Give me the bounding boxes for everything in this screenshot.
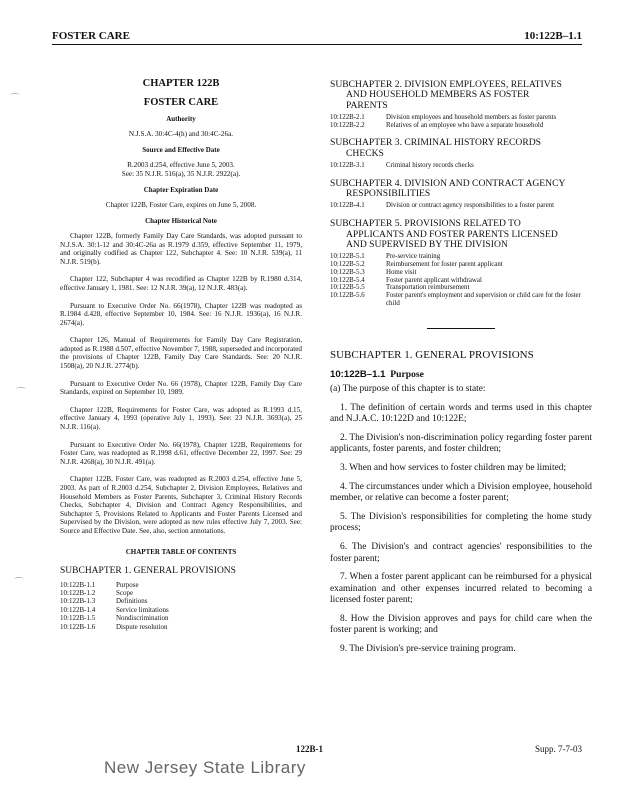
history-paragraph: Chapter 122, Subchapter 4 was recodified as Chapter 122B by R.1980 d.314, effective January 1, 1981. See: 12 N.J.R. 39(a), 12 N.J.R. 483(a). [60,275,302,292]
section-number: 10:122B–1.1 [330,368,386,380]
toc-number: 10:122B-1.6 [60,622,96,631]
history-heading: Chapter Historical Note [145,217,217,226]
purpose-item: 6. The Division's and contract agencies' responsibilities to the foster parent; [330,542,592,564]
toc-heading: CHAPTER TABLE OF CONTENTS [125,547,237,556]
toc-entry[interactable] [330,261,592,269]
history-paragraph: Pursuant to Executive Order No. 66(1978), Chapter 122B was readopted as R.1984 d.428, effective September 10, 1984. See: 16 N.J.R. 1936(a), 16 N.J.R. 2674(a). [60,301,302,327]
authority-text: N.J.S.A. 30:4C-4(h) and 30:4C-26a. [128,129,234,138]
toc-title: Purpose [116,580,139,589]
purpose-item: 2. The Division's non-discrimination policy regarding foster parent applicants, foster parents, and foster children; [330,432,592,455]
toc-title: Reimbursement for foster parent applicant [386,260,503,268]
chapter-title: FOSTER CARE [143,96,219,108]
toc-title: Foster parent applicant withdrawal [386,276,482,284]
toc-title: Division employees and household members as foster parents [386,113,557,121]
purpose-item: 7. When a foster parent applicant can be reimbursed for a physical examination and other expenses incurred related to becoming a licensed foster parent; [330,572,592,606]
purpose-item: 3. When and how services to foster children may be limited; [340,462,567,473]
toc-number: 10:122B-5.3 [330,268,365,276]
toc-number: 10:122B-5.2 [330,260,365,268]
toc-number: 10:122B-1.1 [60,580,96,589]
scan-mark: ⌒ [16,388,26,399]
toc-entry[interactable] [330,202,592,210]
toc-subchapter-2 [330,80,592,129]
toc-entry[interactable] [330,269,592,277]
toc-entry[interactable] [60,606,302,614]
toc-entry[interactable] [60,597,302,605]
toc-entry[interactable] [330,114,592,122]
toc-entry[interactable] [330,292,592,308]
subchapter-heading: SUBCHAPTER 2. DIVISION EMPLOYEES, RELATIVES AND HOUSEHOLD MEMBERS AS FOSTER PARENTS [330,79,562,111]
section-title: Purpose [390,368,424,380]
toc-number: 10:122B-5.1 [330,253,365,261]
toc-number: 10:122B-2.1 [330,113,365,121]
history-paragraph: Chapter 122B, Foster Care, was readopted as R.2003 d.254, effective June 5, 2003. As part of R.2003 d.254, Subchapter 2, Division Employees, Relatives and Household Members as Foster Parents, Subchapter 3, Criminal History Records Checks, Subchapter 4, Division and Contract Agency Responsibilities, and Subchapter 5, Provisions Related to Applicants and Foster Parents Licensed and Supervised by the Division, were adopted as new rules effective July 7, 2003. See: Source and Effective Date. See, also, section annotations. [60,475,302,535]
toc-entry[interactable] [60,623,302,631]
history-paragraph: Pursuant to Executive Order No. 66(1978), Chapter 122B, Requirements for Foster Care, was readopted as R.1998 d.61, effective December 22, 1997. See: 29 N.J.R. 4268(a), 30 N.J.R. 491(a). [60,440,302,466]
toc-title: Service limitations [116,605,169,614]
toc-entry[interactable] [60,581,302,589]
subchapter-heading: SUBCHAPTER 5. PROVISIONS RELATED TO APPLICANTS AND FOSTER PARENTS LICENSED AND SUPERVISED BY THE DIVISION [330,218,558,250]
toc-title: Dispute resolution [116,622,168,631]
toc-subchapter-1: SUBCHAPTER 1. GENERAL PROVISIONS [60,566,236,577]
toc-number: 10:122B-3.1 [330,162,365,170]
purpose-item: 9. The Division's pre-service training program. [340,644,516,655]
toc-title: Foster parent's employment and supervision or child care for the foster child [386,292,581,307]
toc-number: 10:122B-2.2 [330,121,365,129]
toc-entry[interactable] [330,253,592,261]
expiration-heading: Chapter Expiration Date [143,186,219,195]
supplement-date: Supp. 7-7-03 [535,744,582,754]
toc-subchapter-3 [330,138,592,169]
subchapter-heading: SUBCHAPTER 3. CRIMINAL HISTORY RECORDS CHECKS [330,137,542,159]
subchapter-heading: SUBCHAPTER 4. DIVISION AND CONTRACT AGENCY RESPONSIBILITIES [330,177,566,200]
history-paragraph: Pursuant to Executive Order No. 66 (1978), Chapter 122B, Family Day Care Standards, expired on September 10, 1989. [60,379,302,397]
source-text-2: See: 35 N.J.R. 516(a), 35 N.J.R. 2922(a). [121,169,241,178]
running-header [52,30,582,45]
page-number: 122B-1 [296,744,323,754]
header-title: FOSTER CARE [52,30,130,42]
toc-title: Relatives of an employee who have a separate household [386,121,544,129]
subchapter-1-heading: SUBCHAPTER 1. GENERAL PROVISIONS [330,348,534,361]
toc-number: 10:122B-5.4 [330,276,365,284]
library-watermark: New Jersey State Library [104,758,306,777]
purpose-item: 5. The Division's responsibilities for completing the home study process; [330,511,592,534]
purpose-intro: (a) The purpose of this chapter is to state: [330,383,486,394]
right-column [330,80,592,663]
toc-title: Transportation reimbursement [386,284,470,292]
chapter-number: CHAPTER 122B [142,78,220,89]
toc-title: Division or contract agency responsibilities to a foster parent [386,202,555,210]
toc-number: 10:122B-1.5 [60,614,96,623]
toc-entry[interactable] [330,162,592,170]
toc-title: Scope [116,589,134,598]
toc-title: Criminal history records checks [386,162,474,170]
toc-number: 10:122B-1.3 [60,597,96,606]
header-section: 10:122B–1.1 [524,30,582,42]
toc-entry[interactable] [60,614,302,622]
toc-entry[interactable] [330,284,592,292]
scan-mark: ⌒ [10,94,20,105]
history-paragraph: Chapter 122B, Requirements for Foster Care, was adopted as R.1993 d.15, effective January 4, 1993 (operative July 1, 1993). See: 23 N.J.R. 3693(a), 25 N.J.R. 116(a). [60,405,302,432]
purpose-item: 8. How the Division approves and pays for child care when the foster parent is working; and [330,613,592,636]
toc-entry[interactable] [60,589,302,597]
toc-number: 10:122B-4.1 [330,202,365,210]
toc-number: 10:122B-5.5 [330,284,365,292]
toc-entry[interactable] [330,122,592,130]
scan-mark: ⌒ [14,578,24,589]
toc-subchapter-5 [330,219,592,307]
toc-title: Home visit [386,268,417,276]
toc-number: 10:122B-1.2 [60,589,96,598]
toc-number: 10:122B-5.6 [330,292,365,300]
history-paragraph: Chapter 126, Manual of Requirements for Family Day Care Registration, adopted as R.1988 d.507, effective November 7, 1988, superseded and incorporated the provisions of Chapter 122B, Family Day Care Standards. See: 20 N.J.R. 1508(a), 20 N.J.R. 2774(b). [60,336,302,371]
purpose-item: 4. The circumstances under which a Division employee, household member, or relative can become a foster parent; [330,481,592,504]
section-heading [330,369,592,380]
section-divider [427,328,495,329]
toc-title: Pre-service training [386,253,441,261]
history-paragraph: Chapter 122B, formerly Family Day Care Standards, was adopted pursuant to N.J.S.A. 30:1-12 and 30:4C-26a as R.1979 d.359, effective September 11, 1979, and originally codified as Chapter 122, Subchapter 4. See: 10 N.J.R. 539(a), 11 N.J.R. 519(b). [60,231,302,266]
toc-title: Definitions [116,597,148,606]
expiration-text: Chapter 122B, Foster Care, expires on June 5, 2008. [105,200,257,209]
source-text-1: R.2003 d.254, effective June 5, 2003. [127,160,235,169]
purpose-item: 1. The definition of certain words and terms used in this chapter and N.J.A.C. 10:122D and 10:122E; [330,402,592,424]
toc-title: Nondiscrimination [116,614,169,623]
source-heading: Source and Effective Date [142,146,220,155]
left-column [60,80,302,631]
toc-number: 10:122B-1.4 [60,605,96,614]
toc-entry[interactable] [330,277,592,285]
toc-subchapter-4 [330,179,592,210]
authority-heading: Authority [166,115,196,124]
